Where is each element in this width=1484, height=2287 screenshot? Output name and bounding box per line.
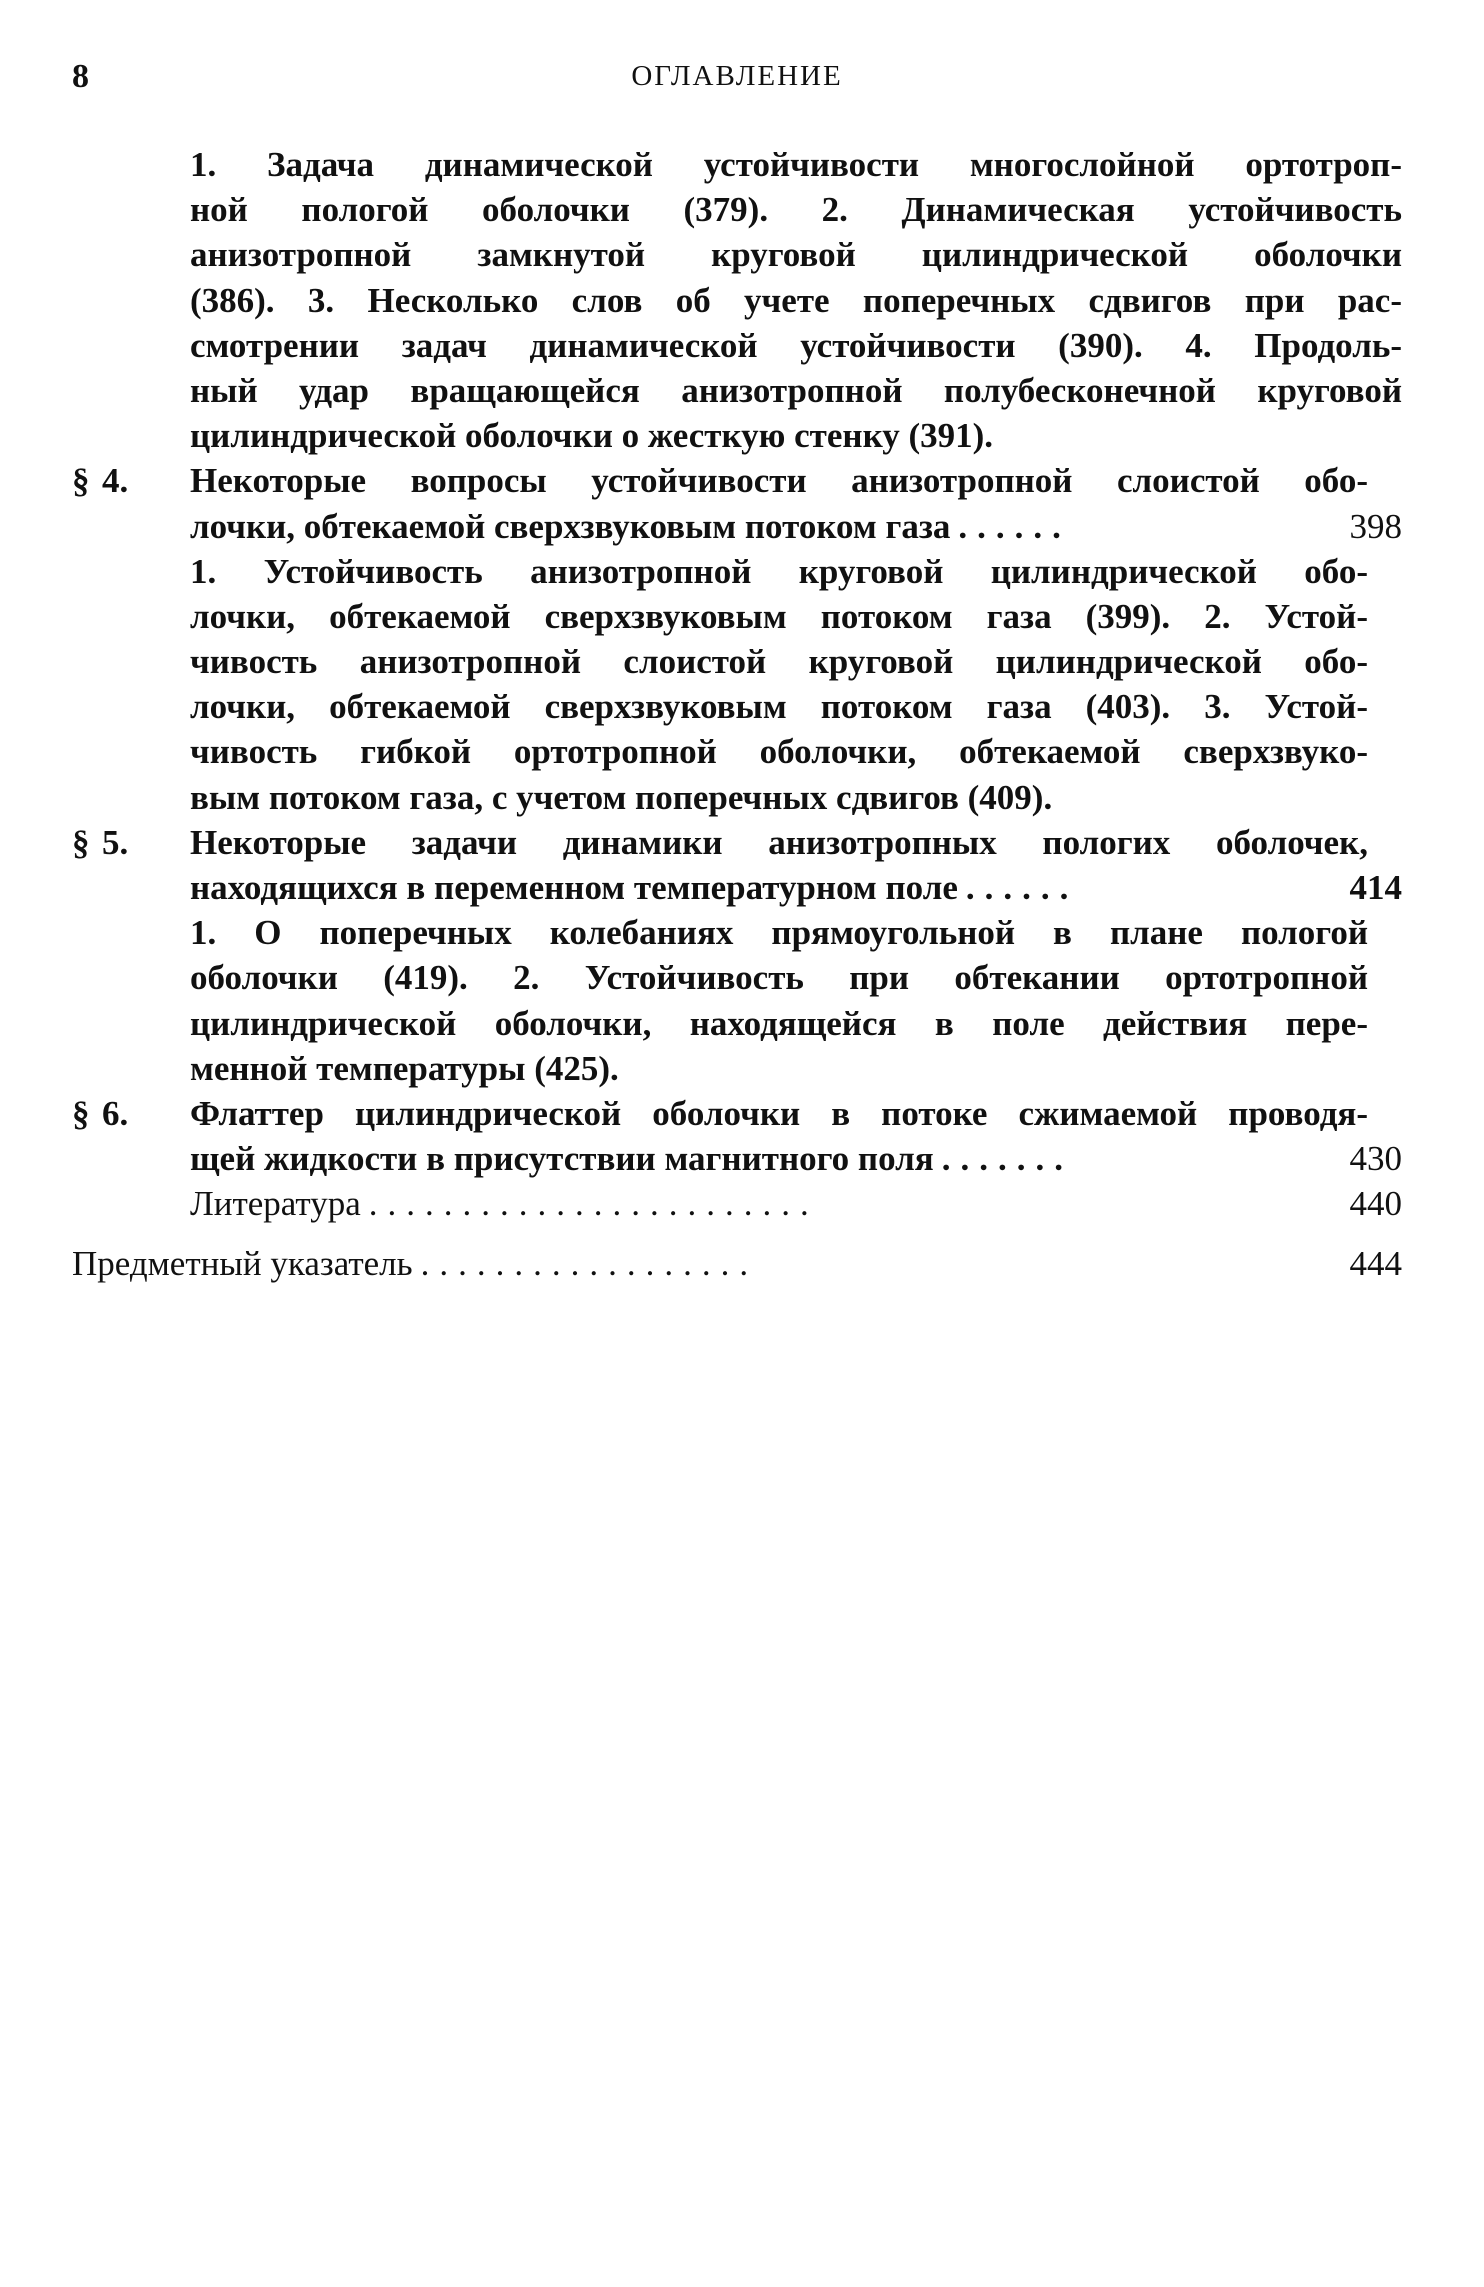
toc-subsection-line: менной температуры (425). [190, 1048, 619, 1088]
toc-subsection-line: лочки, обтекаемой сверхзвуковым потоком газа (403). 3. Устой- [190, 687, 1368, 727]
toc-subsection-line: ной пологой оболочки (379). 2. Динамическая устойчивость [190, 190, 1402, 230]
dot-leader: ........................ [368, 1184, 819, 1224]
toc-page-number: 444 [1349, 1243, 1402, 1283]
toc-section-5-title-end[interactable]: находящихся в переменном температурном поле ...... 414 [190, 865, 1402, 910]
toc-subsection-line: смотрении задач динамической устойчивости (390). 4. Продоль- [190, 325, 1402, 365]
toc-section-5-title[interactable]: § 5. Некоторые задачи динамики анизотропных пологих оболочек, [72, 820, 1402, 865]
toc-subsection-line: 1. О поперечных колебаниях прямоугольной в плане пологой [190, 913, 1368, 953]
toc-section-4-title-end[interactable]: лочки, обтекаемой сверхзвуковым потоком газа ...... 398 [190, 504, 1402, 549]
dot-leader: .................. [420, 1243, 759, 1283]
toc-page-number: 440 [1349, 1184, 1402, 1224]
toc-subsection-line: анизотропной замкнутой круговой цилиндрической оболочки [190, 235, 1402, 275]
toc-subsection-line: чивость гибкой ортотропной оболочки, обтекаемой сверхзвуко- [190, 732, 1368, 772]
page-number: 8 [72, 58, 89, 95]
toc-page-number: 398 [1349, 506, 1402, 546]
dot-leader: ...... [965, 868, 1079, 907]
toc-section-6-title[interactable]: § 6. Флаттер цилиндрической оболочки в потоке сжимаемой проводя- [72, 1091, 1402, 1136]
toc-subsection-line: ный удар вращающейся анизотропной полубесконечной круговой [190, 370, 1402, 410]
toc-section-6-title-end[interactable]: щей жидкости в присутствии магнитного поля ....... 430 [190, 1136, 1402, 1181]
dot-leader: ....... [941, 1139, 1073, 1179]
toc-subsection-line: оболочки (419). 2. Устойчивость при обтекании ортотропной [190, 958, 1368, 998]
table-of-contents [72, 142, 1402, 1286]
toc-subsection-line: 1. Задача динамической устойчивости многослойной ортотроп- [190, 145, 1402, 184]
running-title: ОГЛАВЛЕНИЕ [631, 60, 843, 92]
toc-subsection-line: цилиндрической оболочки, находящейся в поле действия пере- [190, 1003, 1368, 1043]
section-number: 6. [102, 1093, 129, 1133]
toc-page-number: 430 [1349, 1139, 1402, 1179]
toc-subsection-line: цилиндрической оболочки о жесткую стенку (391). [190, 416, 994, 456]
section-sign: § [72, 1093, 90, 1133]
toc-subsection-line: 1. Устойчивость анизотропной круговой цилиндрической обо- [190, 551, 1368, 591]
toc-subsection-line: вым потоком газа, с учетом поперечных сдвигов (409). [190, 777, 1053, 817]
toc-literature[interactable]: Литература ........................ 440 [190, 1181, 1402, 1226]
section-number: 4. [102, 461, 129, 501]
section-number: 5. [102, 822, 129, 862]
section-sign: § [72, 461, 90, 501]
toc-subsection-line: (386). 3. Несколько слов об учете поперечных сдвигов при рас- [190, 280, 1402, 320]
toc-subject-index[interactable]: Предметный указатель .................. 444 [72, 1241, 1402, 1286]
toc-page-number: 414 [1349, 868, 1402, 907]
section-sign: § [72, 822, 90, 862]
toc-subsection-line: чивость анизотропной слоистой круговой цилиндрической обо- [190, 642, 1368, 682]
toc-subsection-line: лочки, обтекаемой сверхзвуковым потоком газа (399). 2. Устой- [190, 596, 1368, 636]
dot-leader: ...... [958, 506, 1071, 546]
page-header [72, 58, 1402, 108]
toc-section-4-title[interactable]: § 4. Некоторые вопросы устойчивости анизотропной слоистой обо- [72, 458, 1402, 503]
